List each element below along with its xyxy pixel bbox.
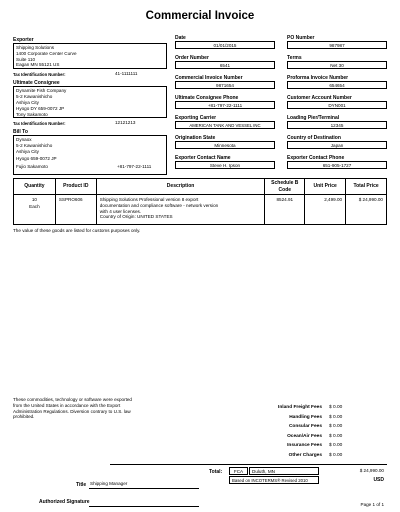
date-value: 01/01/2015: [175, 41, 275, 49]
description-line: documentation and compliance software - network version: [99, 202, 219, 208]
order-number-label: Order Number: [175, 55, 209, 61]
bill-to-line: Hyogo 659-0072 JP: [16, 155, 57, 161]
origination-state-label: Origination State: [175, 135, 216, 141]
line-items-table-wrapper: [13, 178, 387, 225]
column-header-unit-price: Unit Price: [305, 179, 346, 195]
consignee-phone-value: +81-797-22-1111: [175, 101, 275, 109]
consignee-address: [13, 86, 167, 118]
exporter-line: Eagan MN 55121 US: [16, 62, 60, 68]
terms-value: Net 30: [287, 61, 387, 69]
column-header-product-id: Product ID: [55, 179, 96, 195]
origination-state-value: Minnesota: [175, 141, 275, 149]
consignee-line: Hyogo DY 659-0072 JP: [16, 106, 65, 111]
export-statement-line: Administration Regulations. Diversion contrary to U.S. law: [13, 408, 131, 414]
export-statement-line: These commodities, technology or software were exported: [13, 397, 132, 402]
fee-value: $ 0.00: [329, 405, 343, 410]
consignee-line: Dynamite Fish Company: [16, 88, 67, 93]
total-label: Total:: [209, 469, 223, 475]
export-statement: [13, 397, 132, 420]
title-underline: [89, 488, 199, 489]
loading-pier-label: Loading Pier/Terminal: [287, 115, 340, 121]
total-divider: [110, 464, 387, 465]
signature-line[interactable]: [89, 506, 199, 507]
exporter-line: Shipping Solutions: [16, 45, 55, 50]
exporter-line: Suite 110: [16, 56, 36, 62]
customer-account-number-label: Customer Account Number: [287, 95, 352, 101]
po-number-value: 987987: [287, 41, 387, 49]
cell-total-price: $ 24,990.00: [346, 195, 387, 225]
fee-row-inland-freight: [220, 405, 387, 414]
bill-to-address: [13, 135, 167, 175]
description-line: with 4 user licenses.: [99, 208, 142, 214]
bill-to-line: Dynaox: [16, 137, 32, 142]
commercial-invoice-number-label: Commercial Invoice Number: [175, 75, 243, 81]
description-line: Country of Origin: UNITED STATES: [99, 214, 173, 220]
table-header-row: [14, 179, 387, 195]
title-value: Shipping Manager: [90, 481, 128, 486]
bill-to-label: Bill To: [13, 129, 28, 135]
fee-value: $ 0.00: [329, 452, 343, 458]
country-of-destination-label: Country of Destination: [287, 135, 341, 141]
fee-value: $ 0.00: [329, 424, 343, 429]
exporter-contact-name-label: Exporter Contact Name: [175, 155, 231, 161]
order-number-value: 6541: [175, 61, 275, 69]
proforma-invoice-number-value: 654654: [287, 81, 387, 89]
consignee-tax-label: Tax Identification Number:: [13, 121, 66, 126]
exporter-contact-name-value: Steve H. Ipson: [175, 161, 275, 169]
fee-row-other-charges: [220, 453, 387, 462]
cell-description: [96, 195, 265, 225]
bill-to-line: 5-2 Kawanishicho: [16, 143, 53, 149]
commercial-invoice-number-value: 9871654: [175, 81, 275, 89]
incoterm-place: Duluth, MN: [249, 467, 319, 475]
exporter-address: [13, 43, 167, 69]
consignee-tax-value: 12121213: [115, 120, 136, 125]
consignee-line: Tony Sakamoto: [16, 112, 48, 117]
fee-label: Consular Fees: [288, 424, 322, 429]
fee-value: $ 0.00: [329, 433, 343, 439]
exporter-line: 1400 Corporate Center Curve: [16, 50, 77, 56]
proforma-invoice-number-label: Proforma Invoice Number: [287, 75, 349, 81]
consignee-line: 5-2 Kawanishicho: [16, 94, 53, 99]
bill-to-contact: [16, 164, 164, 170]
fee-row-ocean-air: [220, 434, 387, 443]
fee-label: Other Charges: [288, 452, 322, 458]
column-header-schedule-b: Schedule B Code: [265, 179, 305, 195]
document-title: Commercial Invoice: [145, 10, 255, 22]
exporting-carrier-label: Exporting Carrier: [175, 115, 217, 121]
description-line: Shipping Solutions Professional version 8 export: [99, 197, 199, 202]
country-of-destination-value: Japan: [287, 141, 387, 149]
export-statement-line: from the United States in accordance with the Export: [13, 402, 121, 408]
fees-list: [220, 405, 387, 461]
cell-product-id: SSPRO606: [55, 195, 96, 225]
exporter-contact-phone-value: 651-905-1727: [287, 161, 387, 169]
cell-schedule-b: 8524.91: [265, 195, 305, 225]
title-label: Title: [76, 482, 87, 488]
total-currency: USD: [373, 477, 384, 483]
page-indicator: Page 1 of 1: [360, 502, 384, 507]
incoterm-basis: Based on INCOTERMS® Revised 2010: [229, 476, 319, 484]
cell-quantity: [14, 195, 56, 225]
line-items-table: [13, 178, 387, 225]
fee-row-insurance: [220, 443, 387, 452]
exporter-contact-phone-label: Exporter Contact Phone: [287, 155, 345, 161]
column-header-quantity: Quantity: [14, 179, 56, 195]
column-header-total-price: Total Price: [346, 179, 387, 195]
total-amount: $ 24,990.00: [359, 468, 384, 473]
po-number-label: PO Number: [287, 35, 315, 41]
bill-to-phone: +81-797-22-1111: [117, 163, 152, 169]
exporter-tax-value: 41-1111111: [115, 71, 138, 76]
exporting-carrier-value: AMERICAN TANK AND VESSEL INC: [175, 121, 275, 129]
terms-label: Terms: [287, 55, 302, 61]
fee-value: $ 0.00: [329, 443, 343, 448]
fee-row-consular: [220, 424, 387, 433]
quantity-value: 10: [31, 197, 37, 202]
consignee-line: Ashiya City: [16, 100, 39, 105]
column-header-description: Description: [96, 179, 265, 195]
quantity-unit: Each: [29, 203, 40, 209]
fee-label: Insurance Fees: [287, 443, 322, 448]
fee-row-handling: [220, 415, 387, 424]
fee-label: Inland Freight Fees: [278, 405, 322, 410]
fee-label: Ocean/Air Fees: [287, 433, 322, 439]
fee-value: $ 0.00: [329, 414, 343, 420]
customs-note: The value of these goods are listed for customs purposes only.: [13, 228, 141, 233]
exporter-tax-label: Tax Identification Number:: [13, 72, 66, 77]
exporter-label: Exporter: [13, 37, 34, 43]
incoterm-value: FCA: [229, 467, 248, 475]
bill-to-line: Ashiya City: [16, 149, 39, 155]
fee-label: Handling Fees: [289, 414, 322, 420]
bill-to-line: Fujio Sakamoto: [16, 163, 48, 169]
loading-pier-value: 12345: [287, 121, 387, 129]
date-label: Date: [175, 35, 186, 41]
consignee-phone-label: Ultimate Consignee Phone: [175, 95, 239, 101]
export-statement-line: prohibited.: [13, 414, 35, 420]
cell-unit-price: 2,499.00: [305, 195, 346, 225]
consignee-label: Ultimate Consignee: [13, 80, 60, 86]
table-row: [14, 195, 387, 225]
authorized-signature-label: Authorized Signature: [39, 499, 90, 505]
customer-account-number-value: DYN001: [287, 101, 387, 109]
